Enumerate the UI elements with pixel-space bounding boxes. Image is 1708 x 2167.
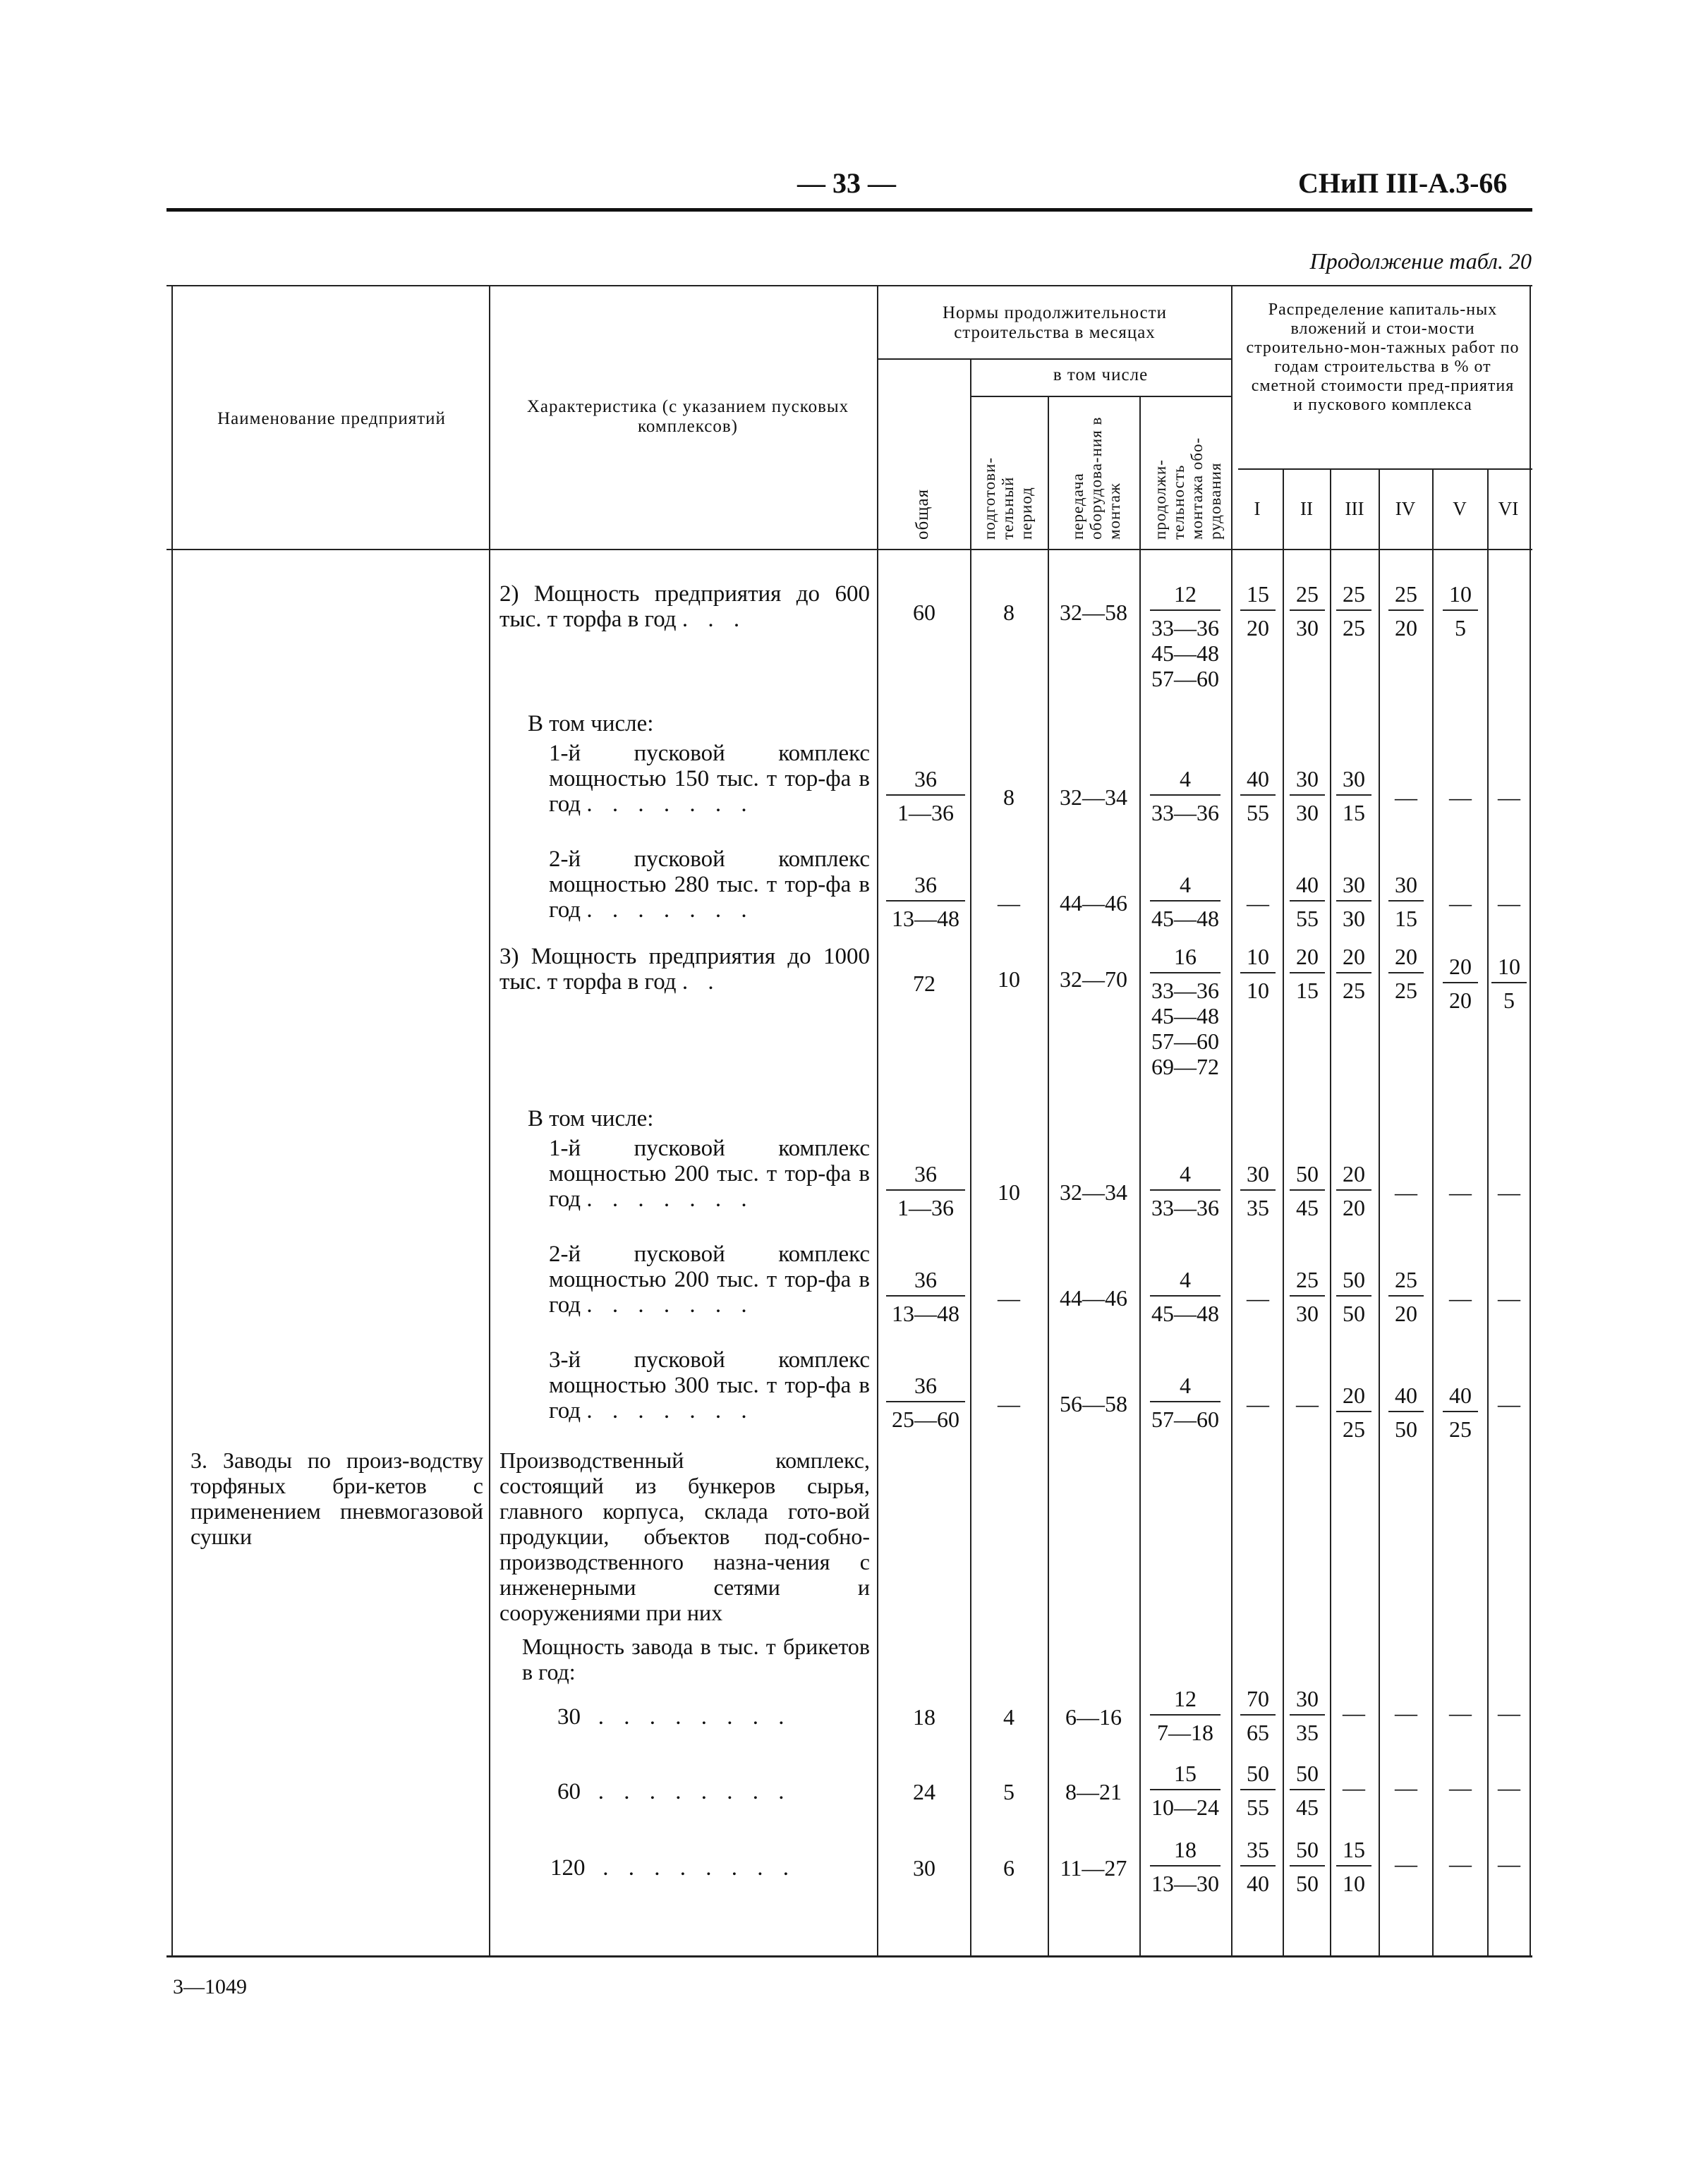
- install-fraction: $\frac{4}{33—36}$: [1151, 1161, 1219, 1220]
- page-number: — 33 —: [797, 167, 896, 199]
- total-fraction: $\frac{36}{25—60}$: [886, 1373, 965, 1432]
- install-fraction: $\frac{15}{10—24}$: [1151, 1761, 1219, 1820]
- year-3-fraction: $\frac{25}{25}$: [1336, 581, 1371, 641]
- transfer-value: 32—34: [1060, 1179, 1127, 1205]
- row-text: 2-й пусковой комплекс мощностью 200 тыс. т тор-фа в год: [549, 1242, 870, 1318]
- col-header-year-1: I: [1254, 498, 1261, 519]
- col-header-year-2: II: [1300, 498, 1313, 519]
- transfer-value: 56—58: [1060, 1391, 1127, 1416]
- year-5-value: —: [1449, 1851, 1472, 1876]
- col-header-year-5: V: [1453, 498, 1467, 519]
- col-header-install: продолжи-тельность монтажа обо-рудования: [1151, 437, 1224, 540]
- year-2-fraction: $\frac{30}{35}$: [1290, 1686, 1325, 1745]
- including-label: В том числе:: [528, 711, 654, 736]
- year-3-fraction: $\frac{15}{10}$: [1336, 1837, 1371, 1896]
- row-text: 1-й пусковой комплекс мощностью 200 тыс. т тор-фа в год: [549, 1136, 870, 1212]
- year-5-fraction: $\frac{20}{20}$: [1443, 954, 1478, 1013]
- prep-value: 10: [998, 1179, 1020, 1205]
- year-4-fraction: $\frac{25}{20}$: [1388, 1267, 1424, 1326]
- install-fraction: $\frac{4}{45—48}$: [1151, 872, 1219, 931]
- year-4-value: —: [1395, 1179, 1417, 1205]
- year-6-value: —: [1498, 890, 1520, 916]
- year-3-fraction: $\frac{30}{15}$: [1336, 766, 1371, 825]
- year-3-fraction: $\frac{20}{20}$: [1336, 1161, 1371, 1220]
- year-2-fraction: $\frac{40}{55}$: [1290, 872, 1325, 931]
- year-2-fraction: $\frac{25}{30}$: [1290, 581, 1325, 641]
- year-1-fraction: $\frac{35}{40}$: [1240, 1837, 1276, 1896]
- col-header-characteristic: Характеристика (с указанием пусковых комплексов): [526, 397, 849, 436]
- install-fraction: $\frac{4}{33—36}$: [1151, 766, 1219, 825]
- prep-value: 8: [1003, 600, 1014, 625]
- col-header-year-4: IV: [1395, 498, 1416, 519]
- install-fraction: $\frac{18}{13—30}$: [1151, 1837, 1219, 1896]
- enterprise-name: 3. Заводы по произ-водству торфяных бри-кетов с применением пневмогазовой сушки: [190, 1447, 483, 1549]
- year-3-fraction: $\frac{20}{25}$: [1336, 944, 1371, 1003]
- continuation-label: Продолжение табл. 20: [1309, 248, 1532, 274]
- year-1-value: —: [1247, 1285, 1269, 1311]
- year-3-fraction: $\frac{30}{30}$: [1336, 872, 1371, 931]
- capacity-value: 60: [557, 1779, 581, 1804]
- total-value: 18: [913, 1704, 935, 1730]
- year-6-value: —: [1498, 1179, 1520, 1205]
- including-label: В том числе:: [528, 1106, 654, 1131]
- year-3-fraction: $\frac{20}{25}$: [1336, 1383, 1371, 1442]
- year-6-value: —: [1498, 1391, 1520, 1416]
- transfer-value: 32—34: [1060, 784, 1127, 810]
- year-1-value: —: [1247, 1391, 1269, 1416]
- total-value: 60: [913, 600, 935, 625]
- transfer-value: 32—70: [1060, 966, 1127, 992]
- year-6-value: —: [1498, 1700, 1520, 1725]
- transfer-value: 44—46: [1060, 1285, 1127, 1311]
- prep-value: 5: [1003, 1779, 1014, 1804]
- row-text: 3) Мощность предприятия до 1000 тыс. т торфа в год: [499, 944, 870, 995]
- total-value: 24: [913, 1779, 935, 1804]
- year-5-value: —: [1449, 1775, 1472, 1800]
- col-header-distribution: Распределение капиталь-ных вложений и стои-мости строительно-мон-тажных работ по годам строительства в % от сметной стоимости пред-приятия и пускового комплекса: [1246, 301, 1520, 414]
- transfer-value: 44—46: [1060, 890, 1127, 916]
- year-1-value: —: [1247, 890, 1269, 916]
- year-4-value: —: [1395, 1775, 1417, 1800]
- install-fraction: $\frac{12}{7—18}$: [1150, 1686, 1221, 1745]
- prep-value: 10: [998, 966, 1020, 992]
- install-fraction: $\frac{4}{45—48}$: [1151, 1267, 1219, 1326]
- transfer-value: 32—58: [1060, 600, 1127, 625]
- prep-value: 6: [1003, 1855, 1014, 1881]
- transfer-value: 6—16: [1065, 1704, 1122, 1730]
- year-1-fraction: $\frac{50}{55}$: [1240, 1761, 1276, 1820]
- year-4-fraction: $\frac{30}{15}$: [1388, 872, 1424, 931]
- year-5-value: —: [1449, 1285, 1472, 1311]
- year-2-fraction: $\frac{30}{30}$: [1290, 766, 1325, 825]
- total-fraction: $\frac{36}{13—48}$: [886, 1267, 965, 1326]
- row-text: 1-й пусковой комплекс мощностью 150 тыс. т тор-фа в год: [549, 741, 870, 817]
- row-text: 2) Мощность предприятия до 600 тыс. т торфа в год: [499, 581, 870, 632]
- row-text: 3-й пусковой комплекс мощностью 300 тыс. т тор-фа в год: [549, 1347, 870, 1424]
- capacity-value: 30: [557, 1704, 581, 1730]
- row-text: 2-й пусковой комплекс мощностью 280 тыс. т тор-фа в год: [549, 846, 870, 923]
- year-5-value: —: [1449, 890, 1472, 916]
- document-code: СНиП III-А.3-66: [1298, 167, 1508, 199]
- year-2-fraction: $\frac{25}{30}$: [1290, 1267, 1325, 1326]
- col-header-total: общая: [913, 488, 932, 540]
- year-5-fraction: $\frac{40}{25}$: [1443, 1383, 1478, 1442]
- year-1-fraction: $\frac{40}{55}$: [1240, 766, 1276, 825]
- year-6-value: —: [1498, 1285, 1520, 1311]
- year-6-fraction: $\frac{10}{5}$: [1491, 954, 1527, 1013]
- prep-value: —: [998, 890, 1020, 916]
- install-fraction: 12 33—36 45—48 57—60: [1151, 581, 1219, 691]
- total-fraction: $\frac{36}{1—36}$: [886, 766, 965, 825]
- year-2-fraction: $\frac{50}{45}$: [1290, 1161, 1325, 1220]
- col-header-transfer: передача оборудова-ния в монтаж: [1069, 416, 1123, 540]
- year-2-fraction: $\frac{20}{15}$: [1290, 944, 1325, 1003]
- year-3-value: —: [1343, 1700, 1365, 1725]
- year-5-value: —: [1449, 1179, 1472, 1205]
- year-4-value: —: [1395, 1851, 1417, 1876]
- col-header-prep: подготови-тельный период: [981, 457, 1035, 540]
- year-5-value: —: [1449, 784, 1472, 810]
- year-4-fraction: $\frac{25}{20}$: [1388, 581, 1424, 641]
- total-value: 30: [913, 1855, 935, 1881]
- year-4-fraction: $\frac{40}{50}$: [1388, 1383, 1424, 1442]
- complex-description: Производственный комплекс, состоящий из бункеров сырья, главного корпуса, склада гото-вой продукции, объектов под-собно-производственного назна-чения с инженерными сетями и сооружениями при них: [499, 1447, 870, 1625]
- header-rule: [166, 208, 1532, 212]
- install-fraction: 16 33—36 45—48 57—60 69—72: [1151, 944, 1219, 1079]
- year-5-fraction: $\frac{10}{5}$: [1443, 581, 1478, 641]
- capacity-label: Мощность завода в тыс. т брикетов в год:: [522, 1634, 870, 1685]
- year-1-fraction: $\frac{10}{10}$: [1240, 944, 1276, 1003]
- year-6-value: —: [1498, 784, 1520, 810]
- prep-value: 4: [1003, 1704, 1014, 1730]
- col-header-year-6: VI: [1498, 498, 1519, 519]
- col-header-norms: Нормы продолжительности строительства в месяцах: [942, 303, 1168, 342]
- year-1-fraction: $\frac{30}{35}$: [1240, 1161, 1276, 1220]
- col-header-including: в том числе: [1053, 365, 1149, 384]
- year-1-fraction: $\frac{15}{20}$: [1240, 581, 1276, 641]
- year-4-value: —: [1395, 1700, 1417, 1725]
- install-fraction: $\frac{4}{57—60}$: [1151, 1373, 1219, 1432]
- year-3-value: —: [1343, 1775, 1365, 1800]
- footer-code: 3—1049: [173, 1975, 247, 1998]
- year-6-value: —: [1498, 1775, 1520, 1800]
- year-2-fraction: $\frac{50}{45}$: [1290, 1761, 1325, 1820]
- year-5-value: —: [1449, 1700, 1472, 1725]
- prep-value: —: [998, 1391, 1020, 1416]
- capacity-value: 120: [550, 1855, 586, 1881]
- prep-value: 8: [1003, 784, 1014, 810]
- year-2-fraction: $\frac{50}{50}$: [1290, 1837, 1325, 1896]
- transfer-value: 11—27: [1060, 1855, 1127, 1881]
- year-2-value: —: [1296, 1391, 1319, 1416]
- col-header-name: Наименование предприятий: [217, 409, 446, 428]
- prep-value: —: [998, 1285, 1020, 1311]
- transfer-value: 8—21: [1065, 1779, 1122, 1804]
- year-4-fraction: $\frac{20}{25}$: [1388, 944, 1424, 1003]
- year-1-fraction: $\frac{70}{65}$: [1240, 1686, 1276, 1745]
- col-header-year-3: III: [1345, 498, 1364, 519]
- total-fraction: $\frac{36}{1—36}$: [886, 1161, 965, 1220]
- year-3-fraction: $\frac{50}{50}$: [1336, 1267, 1371, 1326]
- year-6-value: —: [1498, 1851, 1520, 1876]
- year-4-value: —: [1395, 784, 1417, 810]
- total-value: 72: [913, 971, 935, 996]
- total-fraction: $\frac{36}{13—48}$: [886, 872, 965, 931]
